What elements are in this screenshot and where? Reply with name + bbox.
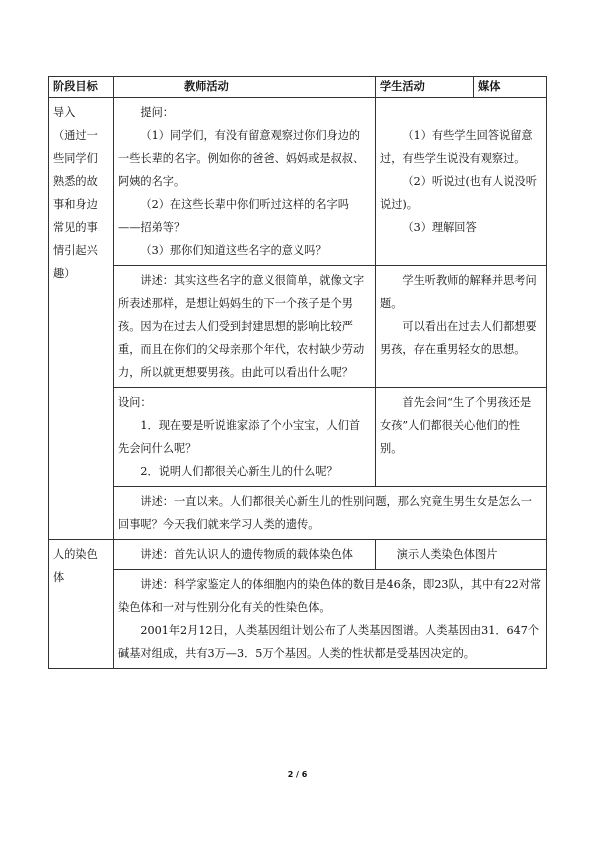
explain1-student: 学生听教师的解释并思考问题。 可以看出在过去人们都想要男孩，存在重男轻女的思想。 [376, 266, 547, 388]
intro-student: （1）有些学生回答说留意过，有些学生说没有观察过。 （2）听说过(也有人说没听说过)。 （3）理解回答 [376, 98, 547, 266]
page-number: 2 / 6 [287, 770, 308, 779]
explain2-teacher: 讲述：一直以来。人们都很关心新生儿的性别问题，那么究竟生男生女是怎么一回事呢？今天我们就来学习人类的遗传。 [114, 487, 547, 540]
chromosome-row [49, 540, 547, 570]
question2-teacher: 设问： 1．现在要是听说谁家添了个小宝宝，人们首先会问什么呢？ 2．说明人们都很关心新生儿的什么呢？ [114, 388, 376, 487]
header-stage: 阶段目标 [49, 77, 114, 98]
lesson-plan-table [48, 76, 547, 669]
intro-row [49, 98, 547, 266]
chromosome-teacher: 讲述：首先认识人的遗传物质的载体染色体 [114, 540, 376, 570]
header-media: 媒体 [474, 77, 547, 98]
stage-chromosome: 人的染色 体 [49, 540, 114, 669]
chromosome-detail-row [49, 570, 547, 669]
stage-intro: 导入 （通过一 些同学们 熟悉的故 事和身边 常见的事 情引起兴 趣） [49, 98, 114, 540]
header-row [49, 77, 547, 98]
explain1-teacher: 讲述：其实这些名字的意义很简单，就像文字所表述那样，是想让妈妈生的下一个孩子是个男孩。因为在过去人们受到封建思想的影响比较严重，而且在你们的父母亲那个年代，农村缺少劳动力，所以就更想要男孩。由此可以看出什么呢？ [114, 266, 376, 388]
chromosome-detail: 讲述：科学家鉴定人的体细胞内的染色体的数目是46条，即23队，其中有22对常染色体和一对与性别分化有关的性染色体。 2001年2月12日，人类基因组计划公布了人类基因图谱。人类基因由31．647个碱基对组成，共有3万—3．5万个基因。人类的性状都是受基因决定的。 [114, 570, 547, 669]
chromosome-student: 演示人类染色体图片 [376, 540, 547, 570]
explain1-row [49, 266, 547, 388]
question2-row [49, 388, 547, 487]
header-student: 学生活动 [376, 77, 474, 98]
intro-teacher: 提问： （1）同学们，有没有留意观察过你们身边的一些长辈的名字。例如你的爸爸、妈妈或是叔叔、阿姨的名字。 （2）在这些长辈中你们听过这样的名字吗——招弟等？ （3）那你们知道这些名字的意义吗？ [114, 98, 376, 266]
header-teacher: 教师活动 [114, 77, 376, 98]
explain2-row [49, 487, 547, 540]
question2-student: 首先会问“生了个男孩还是女孩”人们都很关心他们的性别。 [376, 388, 547, 487]
